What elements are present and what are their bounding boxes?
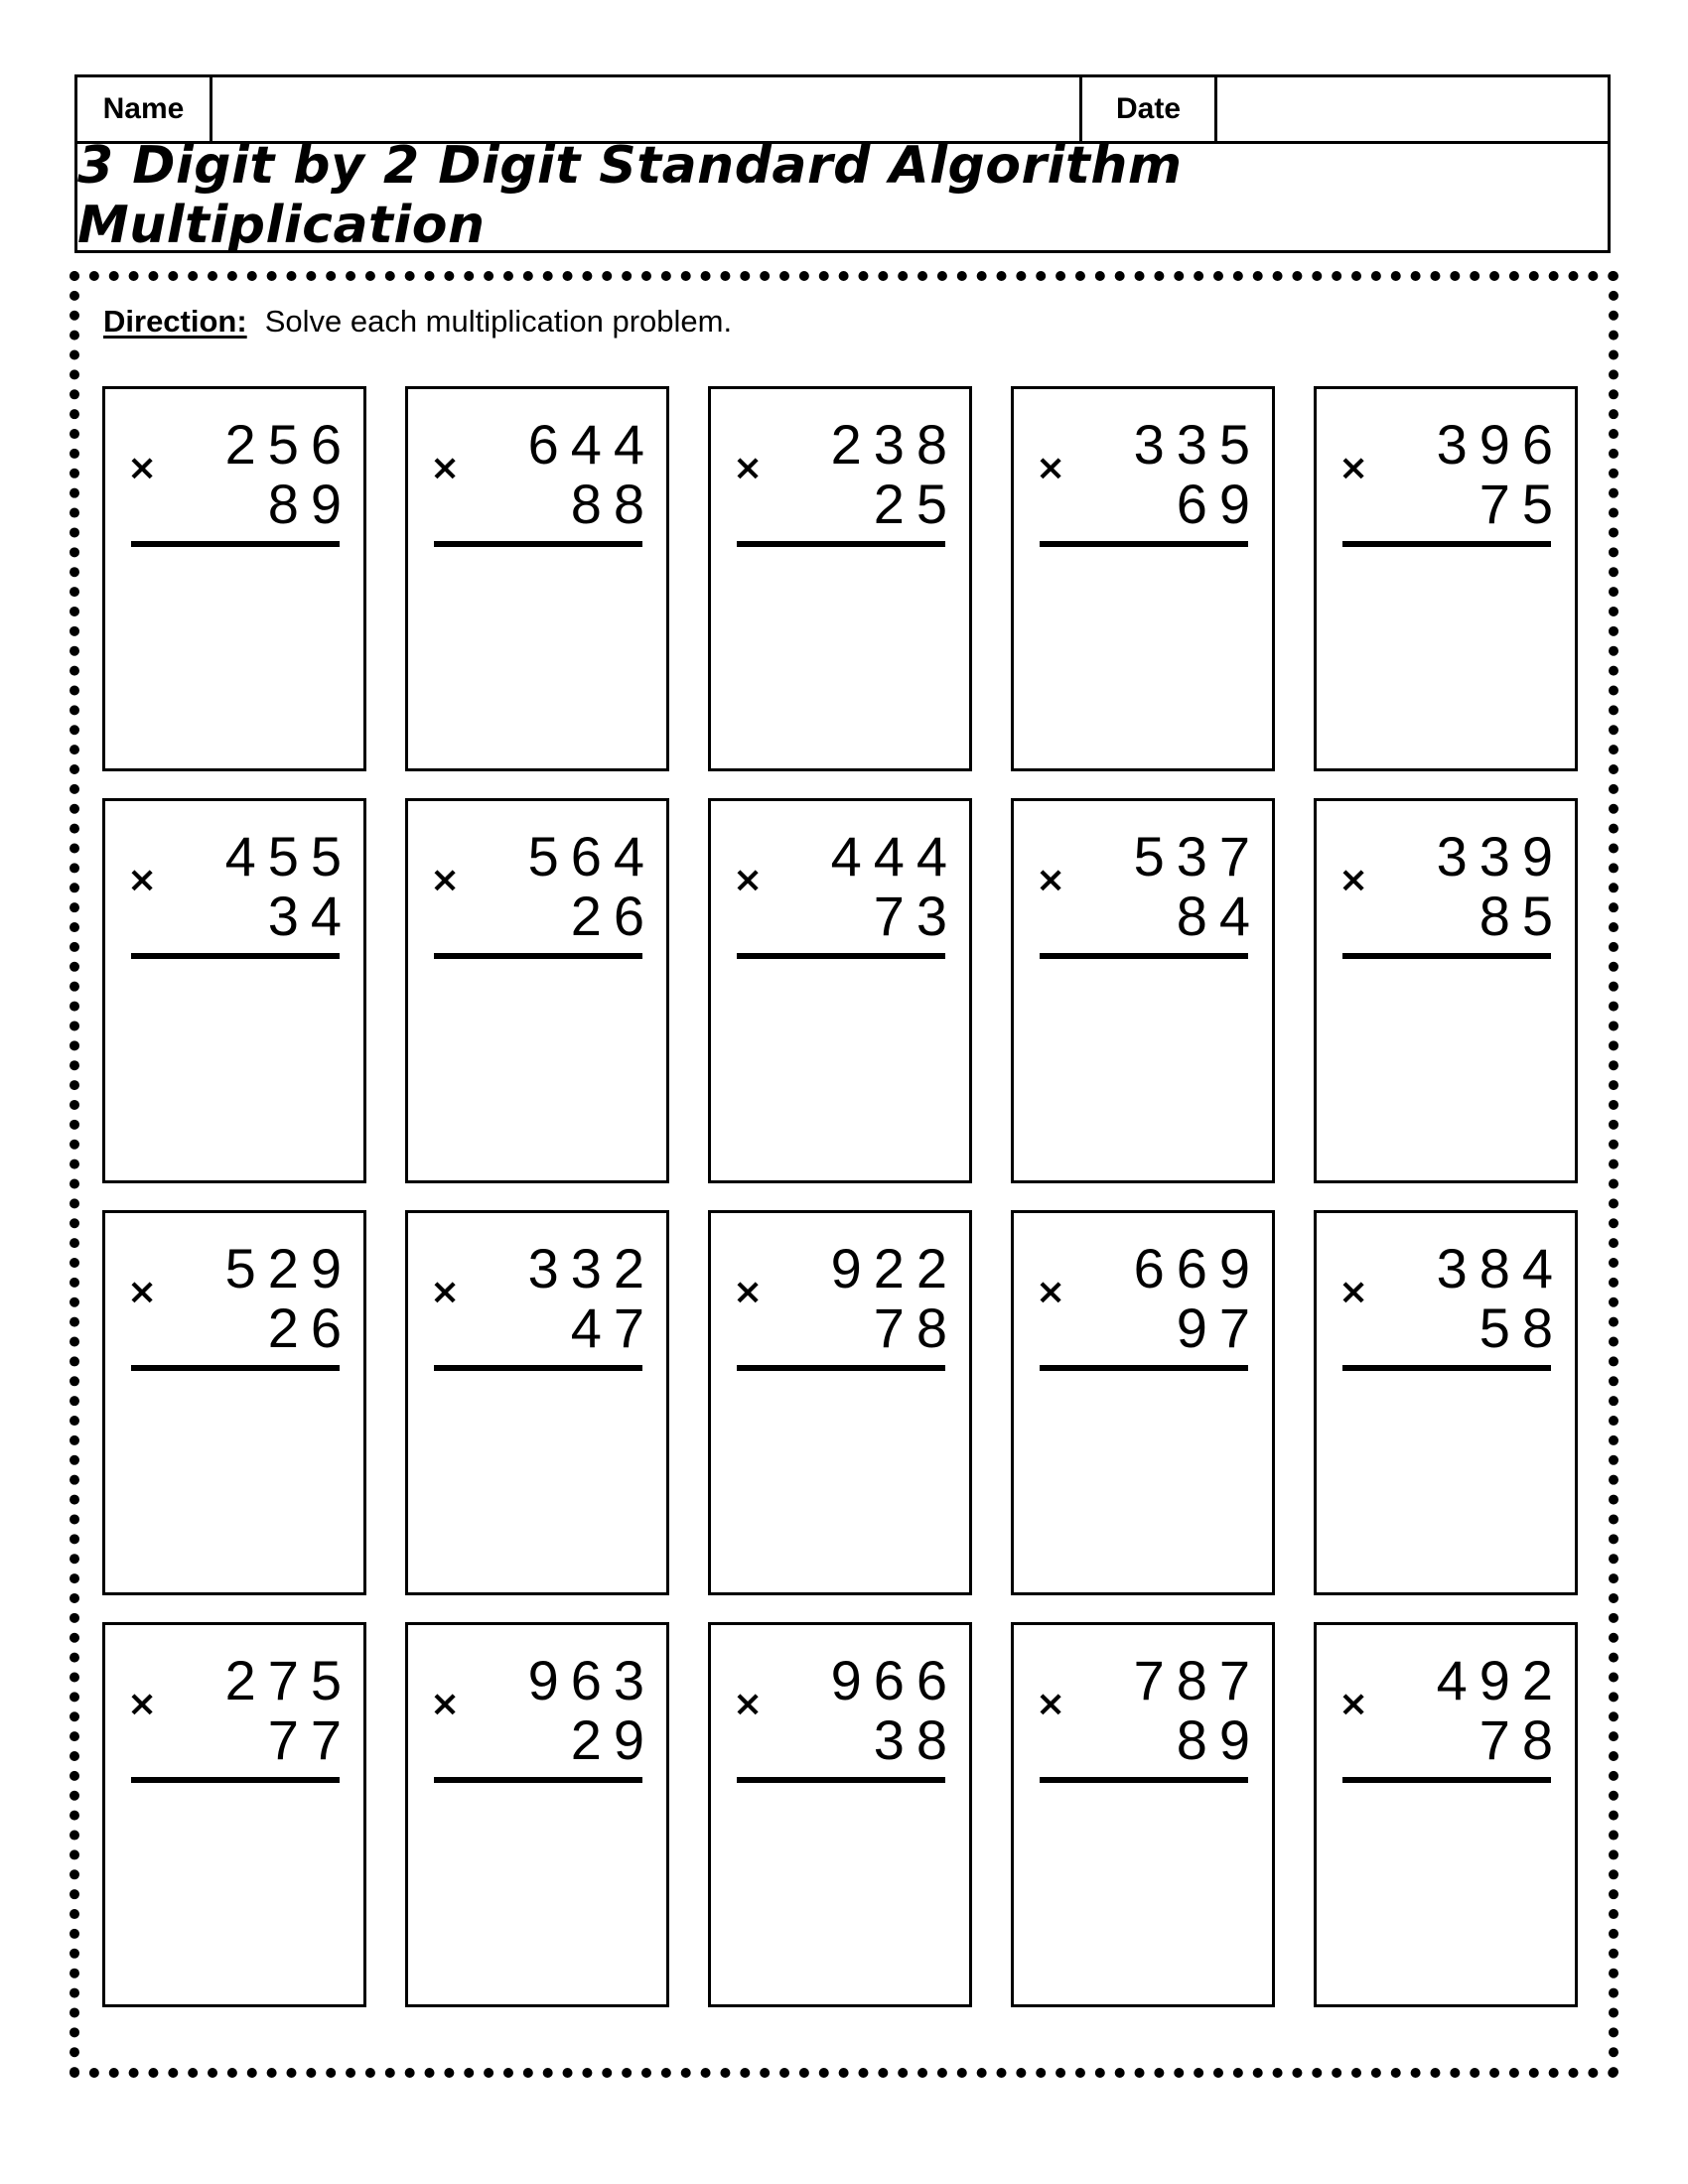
- times-sign: ×: [430, 1684, 461, 1724]
- problem-card[interactable]: [405, 1210, 669, 1595]
- multiplicand: 492: [1436, 1649, 1565, 1711]
- multiplier: 26: [267, 1297, 353, 1359]
- times-sign: ×: [733, 1272, 764, 1312]
- multiplicand: 455: [224, 825, 353, 887]
- name-date-row: [77, 77, 1608, 144]
- multiplier: 89: [1176, 1708, 1262, 1771]
- date-field-cell: [1217, 77, 1608, 141]
- multiplicand: 537: [1133, 825, 1262, 887]
- problem-card[interactable]: [1314, 1210, 1578, 1595]
- times-sign: ×: [127, 860, 158, 900]
- times-sign: ×: [1338, 1272, 1369, 1312]
- times-sign: ×: [733, 448, 764, 488]
- problem-card[interactable]: [405, 798, 669, 1183]
- answer-line: [131, 1365, 340, 1371]
- answer-line: [737, 1777, 945, 1783]
- multiplicand: 335: [1133, 413, 1262, 476]
- multiplicand: 396: [1436, 413, 1565, 476]
- times-sign: ×: [1036, 1684, 1066, 1724]
- direction-text: Solve each multiplication problem.: [264, 304, 733, 339]
- times-sign: ×: [1036, 448, 1066, 488]
- problem-card[interactable]: [102, 798, 366, 1183]
- problem-card[interactable]: [708, 1210, 972, 1595]
- direction-label: Direction:: [103, 304, 247, 339]
- multiplicand: 669: [1133, 1237, 1262, 1299]
- answer-line: [737, 1365, 945, 1371]
- worksheet-header: [74, 74, 1611, 253]
- problem-card[interactable]: [102, 386, 366, 771]
- multiplier: 34: [267, 885, 353, 947]
- date-label: Date: [1082, 77, 1217, 141]
- multiplicand: 966: [830, 1649, 959, 1711]
- problem-card[interactable]: [102, 1210, 366, 1595]
- problem-card[interactable]: [1011, 1210, 1275, 1595]
- problem-card[interactable]: [1011, 386, 1275, 771]
- problem-card[interactable]: [405, 386, 669, 771]
- problem-card[interactable]: [708, 386, 972, 771]
- times-sign: ×: [733, 1684, 764, 1724]
- multiplicand: 922: [830, 1237, 959, 1299]
- answer-line: [1040, 541, 1248, 547]
- times-sign: ×: [430, 1272, 461, 1312]
- problem-card[interactable]: [405, 1622, 669, 2007]
- multiplier: 47: [570, 1297, 656, 1359]
- times-sign: ×: [1338, 1684, 1369, 1724]
- times-sign: ×: [1036, 860, 1066, 900]
- multiplicand: 339: [1436, 825, 1565, 887]
- multiplicand: 256: [224, 413, 353, 476]
- multiplicand: 564: [527, 825, 656, 887]
- answer-line: [434, 541, 642, 547]
- multiplier: 58: [1478, 1297, 1565, 1359]
- times-sign: ×: [733, 860, 764, 900]
- name-field-cell: [212, 77, 1082, 141]
- problem-card[interactable]: [708, 1622, 972, 2007]
- answer-line: [131, 953, 340, 959]
- multiplier: 97: [1176, 1297, 1262, 1359]
- times-sign: ×: [127, 1272, 158, 1312]
- multiplier: 89: [267, 473, 353, 535]
- answer-line: [1040, 953, 1248, 959]
- problem-card[interactable]: [1011, 798, 1275, 1183]
- problem-card[interactable]: [1314, 798, 1578, 1183]
- answer-line: [434, 953, 642, 959]
- multiplier: 26: [570, 885, 656, 947]
- times-sign: ×: [127, 448, 158, 488]
- multiplier: 69: [1176, 473, 1262, 535]
- multiplier: 38: [873, 1708, 959, 1771]
- multiplicand: 787: [1133, 1649, 1262, 1711]
- multiplicand: 384: [1436, 1237, 1565, 1299]
- answer-line: [131, 541, 340, 547]
- multiplicand: 529: [224, 1237, 353, 1299]
- multiplicand: 444: [830, 825, 959, 887]
- problem-card[interactable]: [1314, 386, 1578, 771]
- answer-line: [1342, 953, 1551, 959]
- times-sign: ×: [127, 1684, 158, 1724]
- problem-card[interactable]: [1314, 1622, 1578, 2007]
- name-field[interactable]: [212, 77, 1079, 141]
- multiplier: 77: [267, 1708, 353, 1771]
- multiplier: 88: [570, 473, 656, 535]
- answer-line: [1342, 1365, 1551, 1371]
- multiplier: 84: [1176, 885, 1262, 947]
- multiplicand: 238: [830, 413, 959, 476]
- times-sign: ×: [1338, 448, 1369, 488]
- date-field[interactable]: [1217, 77, 1608, 141]
- multiplier: 73: [873, 885, 959, 947]
- multiplier: 78: [873, 1297, 959, 1359]
- answer-line: [737, 953, 945, 959]
- answer-line: [434, 1365, 642, 1371]
- answer-line: [737, 541, 945, 547]
- answer-line: [1040, 1365, 1248, 1371]
- multiplier: 29: [570, 1708, 656, 1771]
- answer-line: [1040, 1777, 1248, 1783]
- multiplier: 25: [873, 473, 959, 535]
- answer-line: [434, 1777, 642, 1783]
- multiplicand: 963: [527, 1649, 656, 1711]
- multiplicand: 644: [527, 413, 656, 476]
- worksheet-title: 3 Digit by 2 Digit Standard Algorithm Multiplication: [77, 136, 1183, 255]
- name-label: Name: [77, 77, 212, 141]
- problem-card[interactable]: [1011, 1622, 1275, 2007]
- multiplier: 75: [1478, 473, 1565, 535]
- multiplier: 85: [1478, 885, 1565, 947]
- multiplicand: 332: [527, 1237, 656, 1299]
- problem-card[interactable]: [708, 798, 972, 1183]
- answer-line: [131, 1777, 340, 1783]
- multiplier: 78: [1478, 1708, 1565, 1771]
- direction: [103, 304, 732, 340]
- multiplicand: 275: [224, 1649, 353, 1711]
- times-sign: ×: [430, 448, 461, 488]
- times-sign: ×: [1036, 1272, 1066, 1312]
- times-sign: ×: [1338, 860, 1369, 900]
- problem-card[interactable]: [102, 1622, 366, 2007]
- answer-line: [1342, 1777, 1551, 1783]
- times-sign: ×: [430, 860, 461, 900]
- answer-line: [1342, 541, 1551, 547]
